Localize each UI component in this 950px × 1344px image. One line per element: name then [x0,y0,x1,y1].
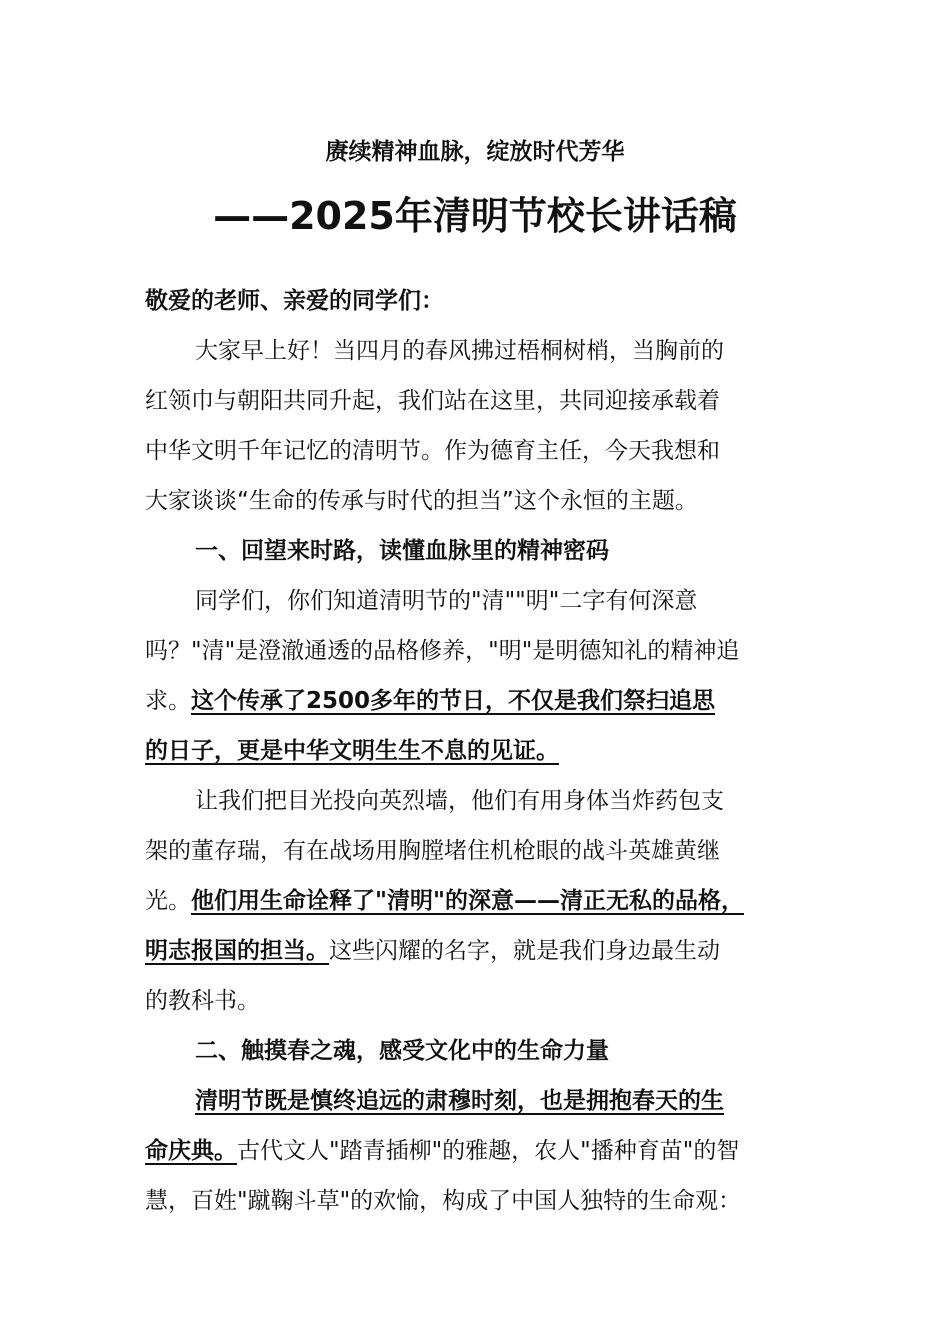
paragraph-2-line-2: 吗？"清"是澄澈通透的品格修养，"明"是明德知礼的精神追 [145,638,740,664]
paragraph-1-line-2: 红领巾与朝阳共同升起，我们站在这里，共同迎接承载着 [145,388,720,414]
paragraph-4-plain-text: 古代文人"踏青插柳"的雅趣，农人"播种育苗"的智 [237,1138,740,1164]
paragraph-3-emphasis: 他们用生命诠释了"清明"的深意——清正无私的品格， [191,888,744,914]
paragraph-4-line-2 [145,1134,739,1168]
section-heading-1: 一、回望来时路，读懂血脉里的精神密码 [195,538,609,564]
paragraph-4-emphasis-continued: 命庆典。 [145,1138,237,1164]
document-subtitle: 赓续精神血脉，绽放时代芳华 [325,139,625,165]
paragraph-3-line-3 [145,884,744,918]
paragraph-1-line-3: 中华文明千年记忆的清明节。作为德育主任，今天我想和 [145,438,720,464]
paragraph-4-line-1 [195,1084,724,1118]
paragraph-3-line-1: 让我们把目光投向英烈墙，他们有用身体当炸药包支 [195,788,724,814]
paragraph-2-line-4 [145,734,559,768]
paragraph-4-emphasis: 清明节既是慎终追远的肃穆时刻，也是拥抱春天的生 [195,1088,724,1114]
paragraph-3-plain-continued: 这些闪耀的名字，就是我们身边最生动 [329,938,720,964]
section-heading-2: 二、触摸春之魂，感受文化中的生命力量 [195,1038,609,1064]
paragraph-3-line-2: 架的董存瑞，有在战场用胸膛堵住机枪眼的战斗英雄黄继 [145,838,720,864]
paragraph-1-line-4: 大家谈谈“生命的传承与时代的担当”这个永恒的主题。 [145,488,698,514]
paragraph-4-line-3: 慧，百姓"蹴鞠斗草"的欢愉，构成了中国人独特的生命观： [145,1188,742,1214]
paragraph-2-line-3 [145,684,715,718]
document-title: ——2025年清明节校长讲话稿 [213,194,737,238]
paragraph-3-plain-text: 光。 [145,888,191,914]
paragraph-3-line-4 [145,934,720,968]
paragraph-3-emphasis-continued: 明志报国的担当。 [145,938,329,964]
paragraph-2-emphasis: 这个传承了2500多年的节日，不仅是我们祭扫追思 [191,688,716,714]
paragraph-2-line-1: 同学们，你们知道清明节的"清""明"二字有何深意 [195,588,698,614]
paragraph-1-line-1: 大家早上好！当四月的春风拂过梧桐树梢，当胸前的 [195,338,724,364]
paragraph-2-emphasis-continued: 的日子，更是中华文明生生不息的见证。 [145,738,559,764]
salutation: 敬爱的老师、亲爱的同学们： [145,288,444,314]
paragraph-3-line-5: 的教科书。 [145,988,260,1014]
paragraph-2-plain-text: 求。 [145,688,191,714]
